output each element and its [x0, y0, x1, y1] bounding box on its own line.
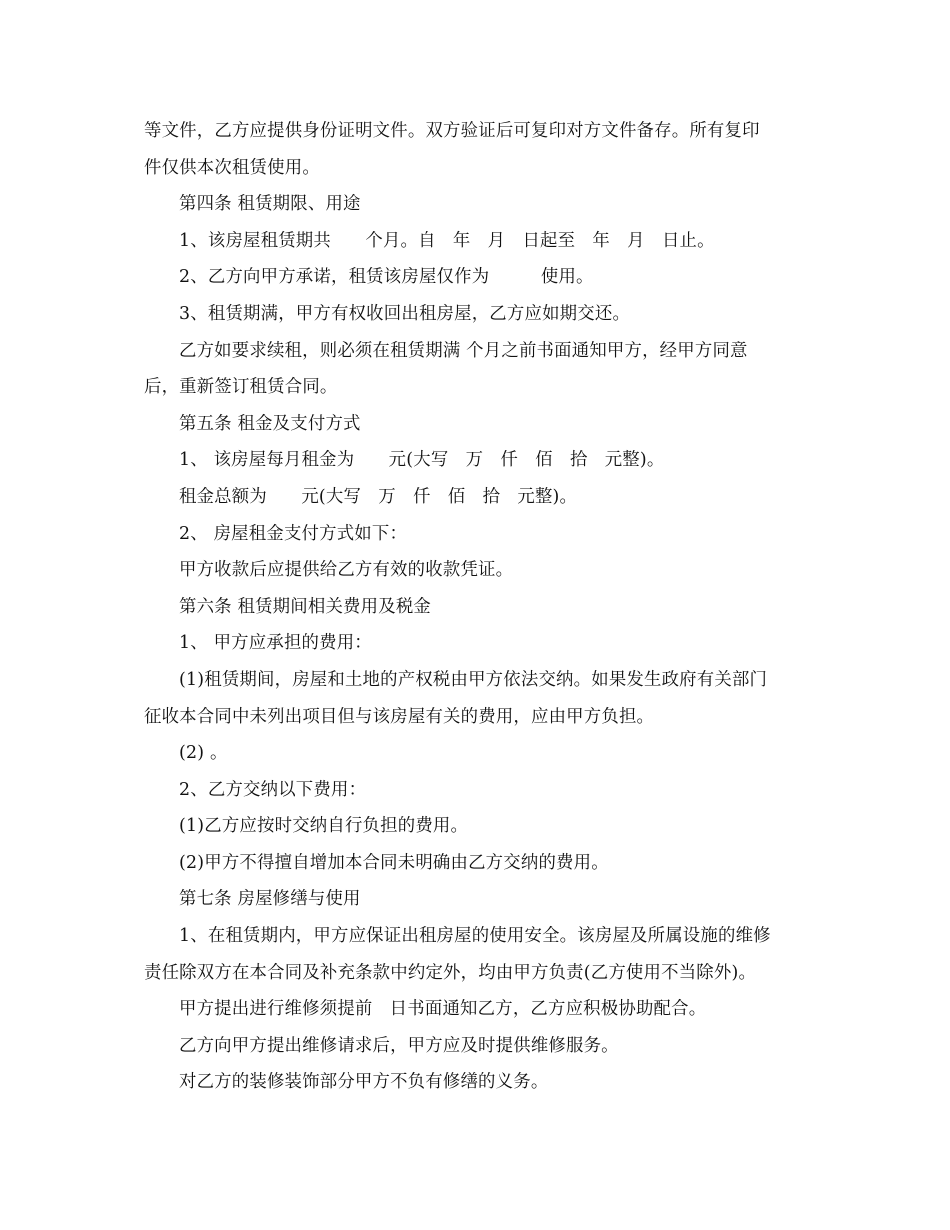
- text-line: 件仅供本次租赁使用。: [144, 157, 320, 178]
- text-line: 租金总额为 元(大写 万 仟 佰 拾 元整)。: [179, 486, 578, 507]
- text-line: 甲方收款后应提供给乙方有效的收款凭证。: [179, 560, 514, 581]
- article-heading: 第五条 租金及支付方式: [179, 413, 361, 434]
- text-line: 1、在租赁期内，甲方应保证出租房屋的使用安全。该房屋及所属设施的维修: [179, 926, 771, 947]
- text-line: 甲方提出进行维修须提前 日书面通知乙方，乙方应积极协助配合。: [179, 999, 707, 1020]
- text-line: 等文件，乙方应提供身份证明文件。双方验证后可复印对方文件备存。所有复印: [144, 121, 760, 141]
- text-line: 后，重新签订租赁合同。: [144, 377, 338, 398]
- text-line: 2、乙方向甲方承诺，租赁该房屋仅作为 使用。: [179, 267, 594, 288]
- text-line: 2、乙方交纳以下费用：: [179, 779, 367, 800]
- text-line: 1、该房屋租赁期共 个月。自 年 月 日起至 年 月 日止。: [179, 230, 715, 251]
- text-line: 1、 甲方应承担的费用：: [179, 633, 372, 654]
- article-heading: 第六条 租赁期间相关费用及税金: [179, 596, 431, 617]
- text-line: 乙方如要求续租，则必须在租赁期满 个月之前书面通知甲方，经甲方同意: [179, 340, 748, 361]
- text-line: (1)乙方应按时交纳自行负担的费用。: [179, 816, 469, 837]
- text-line: 3、租赁期满，甲方有权收回出租房屋，乙方应如期交还。: [179, 303, 631, 324]
- text-line: 征收本合同中未列出项目但与该房屋有关的费用，应由甲方负担。: [144, 706, 655, 727]
- article-heading: 第四条 租赁期限、用途: [179, 194, 361, 215]
- text-line: 责任除双方在本合同及补充条款中约定外，均由甲方负责(乙方使用不当除外)。: [144, 962, 757, 983]
- text-line: 2、 房屋租金支付方式如下：: [179, 523, 408, 544]
- text-line: (1)租赁期间，房屋和土地的产权税由甲方依法交纳。如果发生政府有关部门: [179, 669, 768, 690]
- text-line: (2) 。: [179, 743, 228, 764]
- article-heading: 第七条 房屋修缮与使用: [179, 889, 361, 910]
- text-line: 乙方向甲方提出维修请求后，甲方应及时提供维修服务。: [179, 1035, 619, 1056]
- text-line: (2)甲方不得擅自增加本合同未明确由乙方交纳的费用。: [179, 852, 609, 873]
- text-line: 对乙方的装修装饰部分甲方不负有修缮的义务。: [179, 1072, 549, 1093]
- text-line: 1、 该房屋每月租金为 元(大写 万 仟 佰 拾 元整)。: [179, 450, 665, 471]
- contract-body: [144, 113, 808, 1101]
